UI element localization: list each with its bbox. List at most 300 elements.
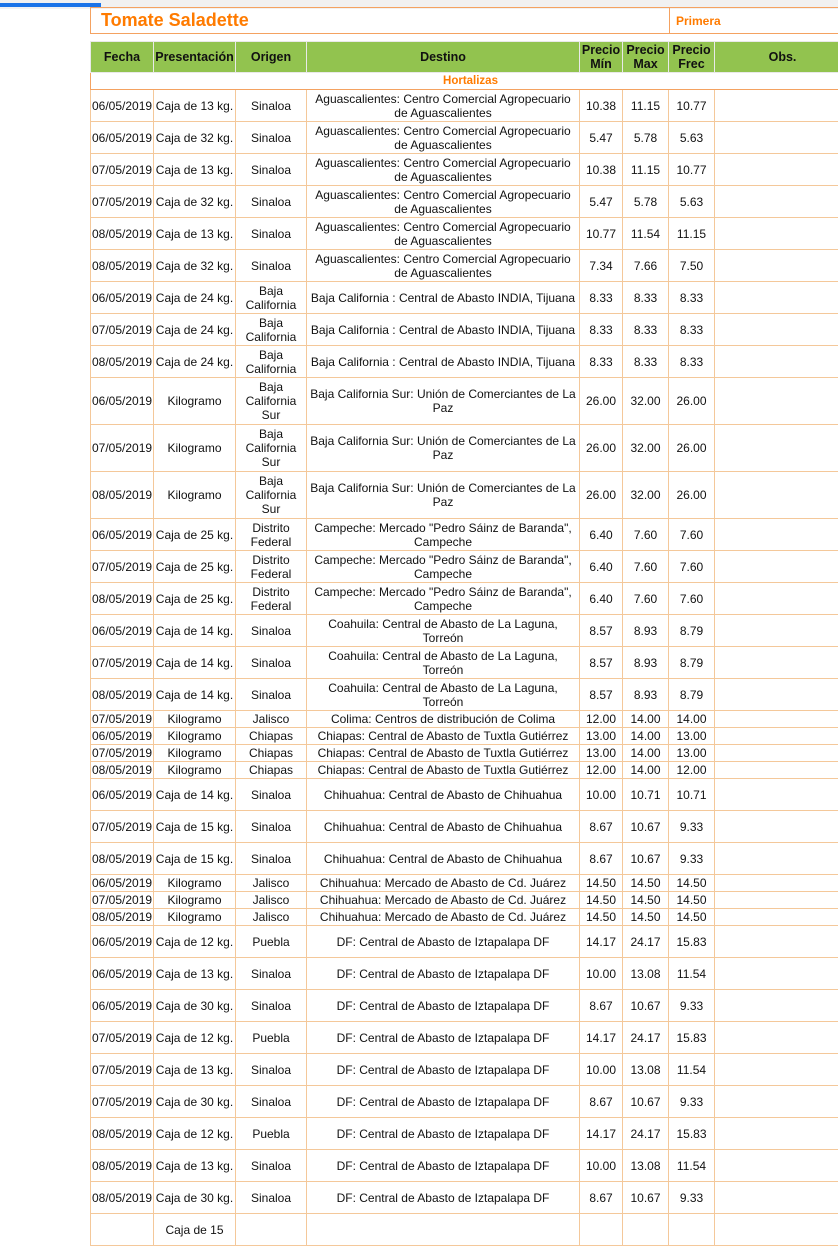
cell-precio-min: 14.17 [580,1022,623,1054]
cell-precio-min: 6.40 [580,519,623,551]
cell-origen: Sinaloa [236,843,307,875]
cell-precio-max: 8.93 [623,647,669,679]
cell-precio-frec: 14.50 [669,909,715,926]
table-row [91,122,838,154]
cell-obs [715,1086,838,1118]
cell-precio-min: 5.47 [580,122,623,154]
table-row [91,378,838,425]
cell-precio-min: 14.50 [580,909,623,926]
cell-origen: Sinaloa [236,186,307,218]
table-row [91,958,838,990]
table-row [91,1086,838,1118]
cell-obs [715,875,838,892]
table-row [91,90,838,122]
cell-precio-max: 14.00 [623,762,669,779]
cell-destino: Coahuila: Central de Abasto de La Laguna, Torreón [307,647,580,679]
cell-presentacion: Caja de 24 kg. [154,282,236,314]
cell-destino: DF: Central de Abasto de Iztapalapa DF [307,1086,580,1118]
table-row [91,615,838,647]
cell-presentacion: Kilogramo [154,711,236,728]
cell-destino: Coahuila: Central de Abasto de La Laguna, Torreón [307,615,580,647]
cell-presentacion: Kilogramo [154,472,236,519]
cell-precio-min: 12.00 [580,711,623,728]
cell-presentacion: Caja de 25 kg. [154,551,236,583]
cell-obs [715,679,838,711]
cell-destino: Chihuahua: Mercado de Abasto de Cd. Juárez [307,875,580,892]
table-row [91,282,838,314]
cell-precio-max: 24.17 [623,1118,669,1150]
cell-precio-min: 14.50 [580,875,623,892]
cell-fecha: 08/05/2019 [91,1150,154,1182]
cell-destino: DF: Central de Abasto de Iztapalapa DF [307,958,580,990]
cell-precio-min: 6.40 [580,583,623,615]
cell-origen: Sinaloa [236,1150,307,1182]
cell-precio-frec: 11.15 [669,218,715,250]
cell-presentacion: Caja de 24 kg. [154,346,236,378]
table-row [91,218,838,250]
cell-presentacion: Caja de 25 kg. [154,583,236,615]
table-row [91,875,838,892]
col-header-precio-max-l1: Precio [626,43,664,57]
cell-fecha: 07/05/2019 [91,186,154,218]
cell-precio-max: 24.17 [623,926,669,958]
table-row [91,425,838,472]
cell-precio-min: 14.50 [580,892,623,909]
cell-origen: Distrito Federal [236,519,307,551]
cell-destino: Aguascalientes: Centro Comercial Agropecuario de Aguascalientes [307,154,580,186]
cell-precio-max: 10.71 [623,779,669,811]
cell-precio-min: 8.33 [580,314,623,346]
cell-origen: Puebla [236,1022,307,1054]
cell-precio-max: 7.60 [623,583,669,615]
cell-precio-max: 8.33 [623,282,669,314]
cell-fecha: 07/05/2019 [91,314,154,346]
cell-precio-min: 10.77 [580,218,623,250]
cell-fecha: 07/05/2019 [91,711,154,728]
cell-precio-max: 7.60 [623,551,669,583]
cell-fecha: 07/05/2019 [91,425,154,472]
cell-fecha: 08/05/2019 [91,843,154,875]
cell-obs [715,711,838,728]
col-header-precio-min-l2: Mín [590,57,612,71]
cell-precio-frec: 5.63 [669,186,715,218]
cell-precio-max: 10.67 [623,1086,669,1118]
cell-destino: DF: Central de Abasto de Iztapalapa DF [307,1150,580,1182]
cell-precio-frec: 10.77 [669,90,715,122]
col-header-precio-frec-l2: Frec [678,57,704,71]
table-row [91,843,838,875]
cell-precio-frec: 15.83 [669,1022,715,1054]
cell-fecha: 08/05/2019 [91,472,154,519]
cell-precio-frec: 13.00 [669,728,715,745]
cell-destino: Chihuahua: Mercado de Abasto de Cd. Juárez [307,909,580,926]
cell-obs [715,472,838,519]
cell-fecha: 08/05/2019 [91,346,154,378]
cell-fecha: 08/05/2019 [91,583,154,615]
cell-origen: Baja California Sur [236,378,307,425]
cell-presentacion: Kilogramo [154,875,236,892]
cell-precio-max: 10.67 [623,990,669,1022]
cell-precio-min: 14.17 [580,1118,623,1150]
cell-precio-min: 26.00 [580,378,623,425]
cell-obs [715,762,838,779]
table-row [91,762,838,779]
table-row [91,1214,838,1246]
cell-precio-min: 8.67 [580,1086,623,1118]
col-header-precio-max-l2: Max [633,57,657,71]
cell-destino: Chihuahua: Mercado de Abasto de Cd. Juárez [307,892,580,909]
cell-origen: Jalisco [236,892,307,909]
cell-precio-min: 10.00 [580,779,623,811]
cell-presentacion: Caja de 15 kg. [154,811,236,843]
cell-obs [715,728,838,745]
cell-destino: Chihuahua: Central de Abasto de Chihuahua [307,811,580,843]
cell-precio-min: 7.34 [580,250,623,282]
cell-presentacion: Caja de 13 kg. [154,958,236,990]
cell-precio-frec: 12.00 [669,762,715,779]
cell-presentacion: Kilogramo [154,745,236,762]
cell-origen: Sinaloa [236,615,307,647]
cell-destino: Campeche: Mercado "Pedro Sáinz de Baranda", Campeche [307,551,580,583]
table-row [91,647,838,679]
cell-obs [715,843,838,875]
cell-fecha: 08/05/2019 [91,1118,154,1150]
cell-presentacion: Caja de 13 kg. [154,1054,236,1086]
table-row [91,679,838,711]
table-row [91,1182,838,1214]
table-row [91,711,838,728]
cell-fecha: 06/05/2019 [91,875,154,892]
cell-origen: Sinaloa [236,647,307,679]
cell-precio-max: 5.78 [623,122,669,154]
cell-presentacion: Kilogramo [154,762,236,779]
cell-destino: Chiapas: Central de Abasto de Tuxtla Gutiérrez [307,728,580,745]
cell-precio-frec: 9.33 [669,1086,715,1118]
cell-presentacion: Caja de 13 kg. [154,1150,236,1182]
table-row [91,583,838,615]
cell-precio-max: 10.67 [623,1182,669,1214]
cell-origen: Sinaloa [236,1182,307,1214]
cell-fecha: 07/05/2019 [91,647,154,679]
cell-presentacion: Caja de 32 kg. [154,186,236,218]
table-row [91,1054,838,1086]
cell-obs [715,811,838,843]
section-label: Hortalizas [91,73,838,90]
table-header-row [91,42,838,73]
cell-fecha: 06/05/2019 [91,282,154,314]
cell-precio-frec: 9.33 [669,811,715,843]
cell-precio-min: 8.67 [580,811,623,843]
cell-origen: Chiapas [236,728,307,745]
cell-precio-frec: 7.60 [669,519,715,551]
cell-obs [715,551,838,583]
cell-obs [715,779,838,811]
product-title: Tomate Saladette [91,8,670,34]
cell-fecha: 07/05/2019 [91,1086,154,1118]
cell-presentacion: Caja de 32 kg. [154,122,236,154]
cell-precio-max: 32.00 [623,378,669,425]
cell-presentacion: Caja de 25 kg. [154,519,236,551]
cell-presentacion: Caja de 30 kg. [154,1182,236,1214]
cell-obs [715,615,838,647]
cell-fecha: 06/05/2019 [91,90,154,122]
cell-destino [307,1214,580,1246]
cell-precio-frec: 26.00 [669,425,715,472]
cell-obs [715,1054,838,1086]
cell-precio-frec: 7.60 [669,551,715,583]
cell-precio-frec [669,1214,715,1246]
table-row [91,728,838,745]
cell-fecha: 06/05/2019 [91,728,154,745]
cell-destino: DF: Central de Abasto de Iztapalapa DF [307,926,580,958]
table-row [91,551,838,583]
cell-fecha: 08/05/2019 [91,250,154,282]
cell-obs [715,909,838,926]
cell-destino: Baja California : Central de Abasto INDIA, Tijuana [307,346,580,378]
cell-obs [715,1214,838,1246]
cell-obs [715,892,838,909]
cell-origen: Sinaloa [236,679,307,711]
cell-precio-frec: 13.00 [669,745,715,762]
cell-origen: Sinaloa [236,122,307,154]
cell-precio-frec: 9.33 [669,843,715,875]
cell-destino: Chiapas: Central de Abasto de Tuxtla Gutiérrez [307,745,580,762]
cell-obs [715,90,838,122]
cell-origen: Jalisco [236,909,307,926]
cell-fecha: 07/05/2019 [91,154,154,186]
cell-fecha [91,1214,154,1246]
cell-precio-frec: 11.54 [669,1150,715,1182]
cell-precio-min: 8.67 [580,990,623,1022]
cell-precio-min: 8.57 [580,647,623,679]
col-header-destino: Destino [307,42,580,73]
cell-precio-min: 10.00 [580,1150,623,1182]
table-row [91,909,838,926]
cell-obs [715,218,838,250]
cell-presentacion: Caja de 12 kg. [154,926,236,958]
cell-fecha: 08/05/2019 [91,762,154,779]
cell-presentacion: Caja de 30 kg. [154,990,236,1022]
cell-origen: Sinaloa [236,1086,307,1118]
cell-fecha: 07/05/2019 [91,892,154,909]
col-header-precio-frec [669,42,715,73]
cell-precio-frec: 11.54 [669,958,715,990]
table-body [91,73,838,1246]
table-row [91,186,838,218]
cell-origen: Sinaloa [236,218,307,250]
cell-origen: Baja California Sur [236,472,307,519]
table-row [91,1022,838,1054]
cell-destino: Baja California Sur: Unión de Comerciantes de La Paz [307,425,580,472]
cell-precio-min: 10.00 [580,958,623,990]
table-row [91,745,838,762]
cell-origen: Sinaloa [236,1054,307,1086]
section-row [91,73,838,90]
cell-fecha: 07/05/2019 [91,811,154,843]
cell-destino: Campeche: Mercado "Pedro Sáinz de Baranda", Campeche [307,519,580,551]
cell-presentacion: Kilogramo [154,378,236,425]
cell-precio-frec: 8.79 [669,679,715,711]
cell-precio-max: 11.15 [623,90,669,122]
cell-precio-max: 14.50 [623,909,669,926]
cell-origen: Baja California [236,314,307,346]
cell-obs [715,1150,838,1182]
cell-precio-frec: 8.79 [669,647,715,679]
cell-destino: Chihuahua: Central de Abasto de Chihuahua [307,779,580,811]
cell-precio-frec: 9.33 [669,1182,715,1214]
cell-obs [715,282,838,314]
cell-precio-frec: 14.50 [669,875,715,892]
cell-presentacion: Caja de 13 kg. [154,154,236,186]
col-header-precio-max [623,42,669,73]
product-title-bar [90,7,838,34]
cell-precio-max: 7.60 [623,519,669,551]
cell-fecha: 06/05/2019 [91,990,154,1022]
cell-precio-max: 14.00 [623,745,669,762]
cell-destino: DF: Central de Abasto de Iztapalapa DF [307,1118,580,1150]
cell-precio-max: 13.08 [623,1054,669,1086]
cell-obs [715,1182,838,1214]
cell-presentacion: Caja de 30 kg. [154,1086,236,1118]
cell-obs [715,926,838,958]
cell-obs [715,154,838,186]
cell-precio-max: 8.33 [623,346,669,378]
cell-fecha: 06/05/2019 [91,958,154,990]
cell-origen [236,1214,307,1246]
cell-precio-min [580,1214,623,1246]
page-load-progress [0,3,101,7]
table-row [91,779,838,811]
cell-precio-min: 26.00 [580,425,623,472]
cell-destino: DF: Central de Abasto de Iztapalapa DF [307,1182,580,1214]
cell-destino: Baja California Sur: Unión de Comerciantes de La Paz [307,472,580,519]
cell-origen: Baja California [236,346,307,378]
cell-precio-frec: 8.33 [669,282,715,314]
col-header-precio-frec-l1: Precio [672,43,710,57]
cell-obs [715,519,838,551]
cell-origen: Sinaloa [236,250,307,282]
cell-obs [715,990,838,1022]
cell-precio-max: 10.67 [623,843,669,875]
cell-presentacion: Caja de 15 [154,1214,236,1246]
table-row [91,892,838,909]
cell-precio-frec: 14.00 [669,711,715,728]
cell-precio-frec: 5.63 [669,122,715,154]
cell-precio-min: 6.40 [580,551,623,583]
cell-precio-frec: 7.60 [669,583,715,615]
cell-precio-max: 10.67 [623,811,669,843]
cell-destino: Aguascalientes: Centro Comercial Agropecuario de Aguascalientes [307,122,580,154]
cell-precio-frec: 10.77 [669,154,715,186]
cell-precio-min: 13.00 [580,745,623,762]
cell-destino: Chiapas: Central de Abasto de Tuxtla Gutiérrez [307,762,580,779]
cell-precio-min: 8.33 [580,346,623,378]
table-row [91,472,838,519]
table-row [91,250,838,282]
cell-presentacion: Caja de 24 kg. [154,314,236,346]
col-header-precio-min-l1: Precio [582,43,620,57]
cell-obs [715,378,838,425]
cell-presentacion: Caja de 14 kg. [154,615,236,647]
cell-precio-frec: 8.33 [669,314,715,346]
cell-fecha: 06/05/2019 [91,122,154,154]
cell-precio-min: 10.00 [580,1054,623,1086]
cell-presentacion: Kilogramo [154,728,236,745]
cell-presentacion: Caja de 14 kg. [154,679,236,711]
cell-origen: Chiapas [236,762,307,779]
cell-precio-max: 8.93 [623,679,669,711]
cell-fecha: 06/05/2019 [91,926,154,958]
cell-precio-max: 14.00 [623,728,669,745]
cell-precio-min: 8.67 [580,843,623,875]
table-row [91,346,838,378]
cell-obs [715,122,838,154]
cell-precio-max: 7.66 [623,250,669,282]
table-row [91,811,838,843]
cell-precio-max: 14.50 [623,892,669,909]
col-header-presentacion: Presentación [154,42,236,73]
cell-origen: Distrito Federal [236,583,307,615]
cell-origen: Puebla [236,926,307,958]
cell-precio-max: 11.54 [623,218,669,250]
cell-destino: Aguascalientes: Centro Comercial Agropecuario de Aguascalientes [307,90,580,122]
cell-fecha: 06/05/2019 [91,378,154,425]
quality-label: Primera [670,8,838,34]
cell-precio-max [623,1214,669,1246]
cell-fecha: 07/05/2019 [91,1022,154,1054]
cell-presentacion: Caja de 12 kg. [154,1022,236,1054]
cell-destino: DF: Central de Abasto de Iztapalapa DF [307,1022,580,1054]
cell-obs [715,647,838,679]
col-header-obs: Obs. [715,42,838,73]
cell-precio-min: 14.17 [580,926,623,958]
cell-precio-frec: 26.00 [669,472,715,519]
cell-precio-max: 13.08 [623,958,669,990]
cell-precio-min: 26.00 [580,472,623,519]
cell-precio-max: 13.08 [623,1150,669,1182]
cell-obs [715,1118,838,1150]
cell-destino: DF: Central de Abasto de Iztapalapa DF [307,990,580,1022]
cell-obs [715,425,838,472]
cell-destino: Colima: Centros de distribución de Colima [307,711,580,728]
cell-presentacion: Kilogramo [154,892,236,909]
cell-precio-min: 13.00 [580,728,623,745]
cell-precio-min: 8.33 [580,282,623,314]
table-row [91,154,838,186]
cell-precio-frec: 26.00 [669,378,715,425]
cell-precio-min: 12.00 [580,762,623,779]
cell-presentacion: Caja de 14 kg. [154,647,236,679]
cell-precio-max: 11.15 [623,154,669,186]
cell-precio-min: 8.67 [580,1182,623,1214]
table-row [91,1150,838,1182]
cell-precio-frec: 9.33 [669,990,715,1022]
cell-presentacion: Caja de 13 kg. [154,90,236,122]
cell-precio-min: 8.57 [580,679,623,711]
cell-precio-frec: 14.50 [669,892,715,909]
table-row [91,926,838,958]
cell-obs [715,1022,838,1054]
cell-precio-min: 5.47 [580,186,623,218]
cell-precio-min: 8.57 [580,615,623,647]
cell-origen: Sinaloa [236,90,307,122]
col-header-precio-min [580,42,623,73]
cell-origen: Sinaloa [236,154,307,186]
cell-fecha: 07/05/2019 [91,551,154,583]
cell-origen: Jalisco [236,875,307,892]
cell-presentacion: Kilogramo [154,909,236,926]
cell-origen: Baja California Sur [236,425,307,472]
